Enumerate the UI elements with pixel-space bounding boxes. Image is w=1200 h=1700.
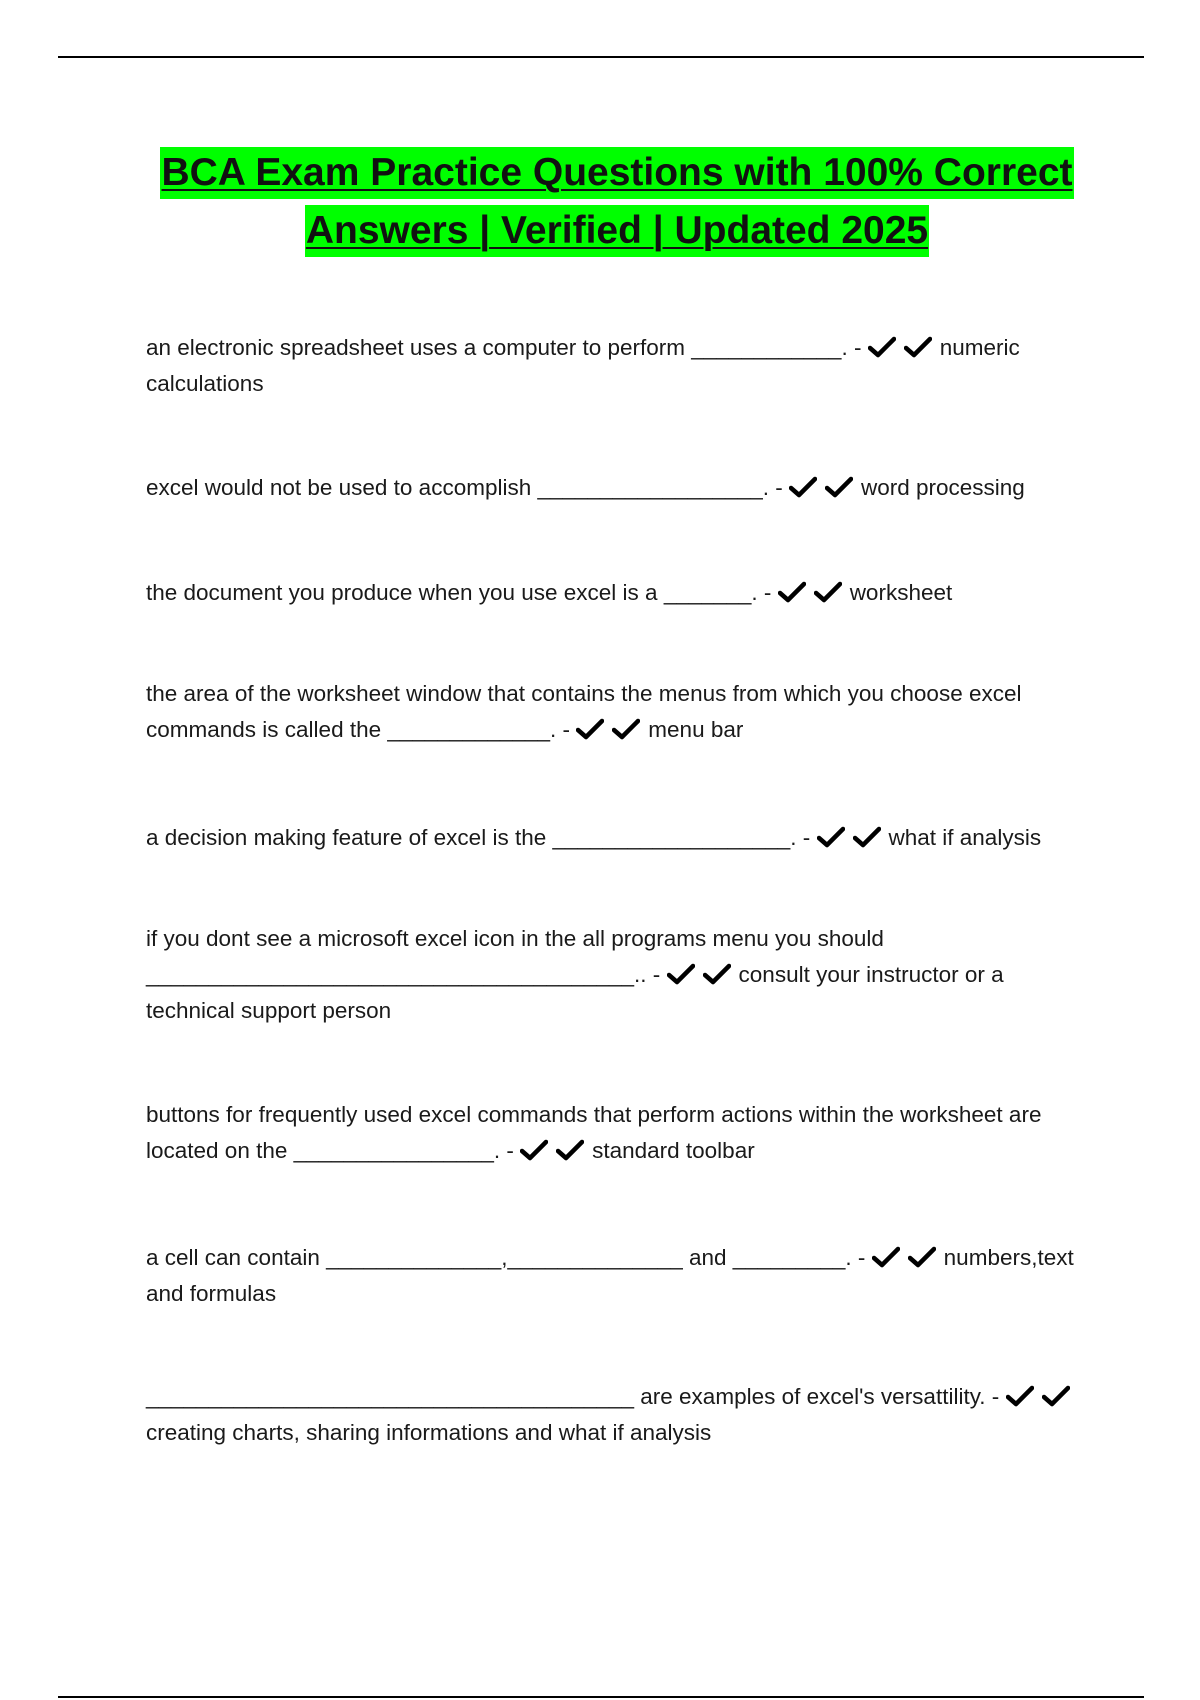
double-checkmark-icon: [817, 825, 889, 850]
document-title: [0, 144, 1200, 260]
question-answer: creating charts, sharing informations and what if analysis: [146, 1420, 712, 1445]
question-answer: numeric calculations: [146, 335, 1020, 396]
double-checkmark-icon: [520, 1138, 592, 1163]
question-item: [146, 1097, 1086, 1169]
question-item: [146, 1240, 1086, 1312]
double-checkmark-icon: [576, 717, 648, 742]
question-item: [146, 676, 1086, 748]
question-item: [146, 330, 1086, 402]
question-item: [146, 470, 1086, 506]
top-rule: [58, 56, 1144, 58]
question-answer: menu bar: [648, 717, 744, 742]
bottom-rule: [58, 1696, 1144, 1698]
double-checkmark-icon: [778, 580, 850, 605]
question-prompt: an electronic spreadsheet uses a computer to perform ____________. -: [146, 335, 862, 360]
question-prompt: the document you produce when you use excel is a _______. -: [146, 580, 772, 605]
question-prompt: if you dont see a microsoft excel icon in the all programs menu you should _______________________________________.. -: [146, 926, 884, 987]
question-item: [146, 921, 1086, 1029]
question-answer: worksheet: [849, 580, 953, 605]
question-answer: word processing: [860, 475, 1025, 500]
double-checkmark-icon: [667, 962, 739, 987]
question-prompt: a decision making feature of excel is the ___________________. -: [146, 825, 811, 850]
question-answer: consult your instructor or a technical support person: [146, 962, 1004, 1023]
title-line-2: Answers | Verified | Updated 2025: [305, 205, 929, 257]
double-checkmark-icon: [868, 335, 940, 360]
question-prompt: buttons for frequently used excel commands that perform actions within the worksheet are located on the ________________. -: [146, 1102, 1042, 1163]
double-checkmark-icon: [872, 1245, 944, 1270]
question-prompt: the area of the worksheet window that contains the menus from which you choose excel commands is called the _____________. -: [146, 681, 1022, 742]
question-answer: what if analysis: [888, 825, 1042, 850]
title-line-1: BCA Exam Practice Questions with 100% Correct: [160, 147, 1073, 199]
double-checkmark-icon: [789, 475, 861, 500]
question-answer: standard toolbar: [592, 1138, 755, 1163]
question-prompt: excel would not be used to accomplish __________________. -: [146, 475, 783, 500]
question-item: [146, 820, 1086, 856]
question-prompt: a cell can contain ______________,______________ and _________. -: [146, 1245, 866, 1270]
question-answer: numbers,text and formulas: [146, 1245, 1074, 1306]
question-item: [146, 575, 1086, 611]
question-prompt: _______________________________________ are examples of excel's versattility. -: [146, 1384, 1000, 1409]
question-item: [146, 1379, 1086, 1451]
double-checkmark-icon: [1006, 1384, 1078, 1409]
